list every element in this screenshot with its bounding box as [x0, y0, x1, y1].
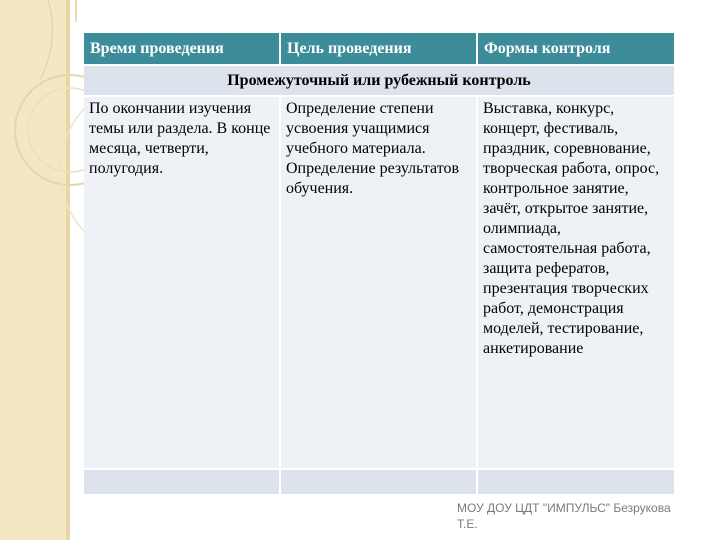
cell-forms: Выставка, конкурс, концерт, фестиваль, праздник, соревнование, творческая работа, опрос, контрольное занятие, зачёт, открытое занятие, олимпиада, самостоятельная работа, защита рефератов, презентация творческих работ, демонстрация моделей, тестирование, анкетирование [477, 96, 674, 469]
control-forms-table [84, 33, 674, 494]
table-empty-row [84, 469, 674, 494]
empty-cell [280, 469, 477, 494]
cell-goal: Определение степени усвоения учащимися учебного материала. Определение результатов обучения. [280, 96, 477, 469]
header-forms: Формы контроля [477, 33, 674, 65]
header-goal: Цель проведения [280, 33, 477, 65]
control-forms-table-wrapper [84, 33, 674, 494]
empty-cell [84, 469, 280, 494]
cell-time: По окончании изучения темы или раздела. В конце месяца, четверти, полугодия. [84, 96, 280, 469]
table-row [84, 96, 674, 469]
decorative-side-stripe [66, 0, 70, 540]
table-section-row [84, 65, 674, 96]
section-title: Промежуточный или рубежный контроль [84, 65, 674, 96]
empty-cell [477, 469, 674, 494]
header-time: Время проведения [84, 33, 280, 65]
footer-author: МОУ ДОУ ЦДТ "ИМПУЛЬС" Безрукова Т.Е. [457, 501, 671, 531]
decorative-side-band [0, 0, 70, 540]
table-header-row [84, 33, 674, 65]
